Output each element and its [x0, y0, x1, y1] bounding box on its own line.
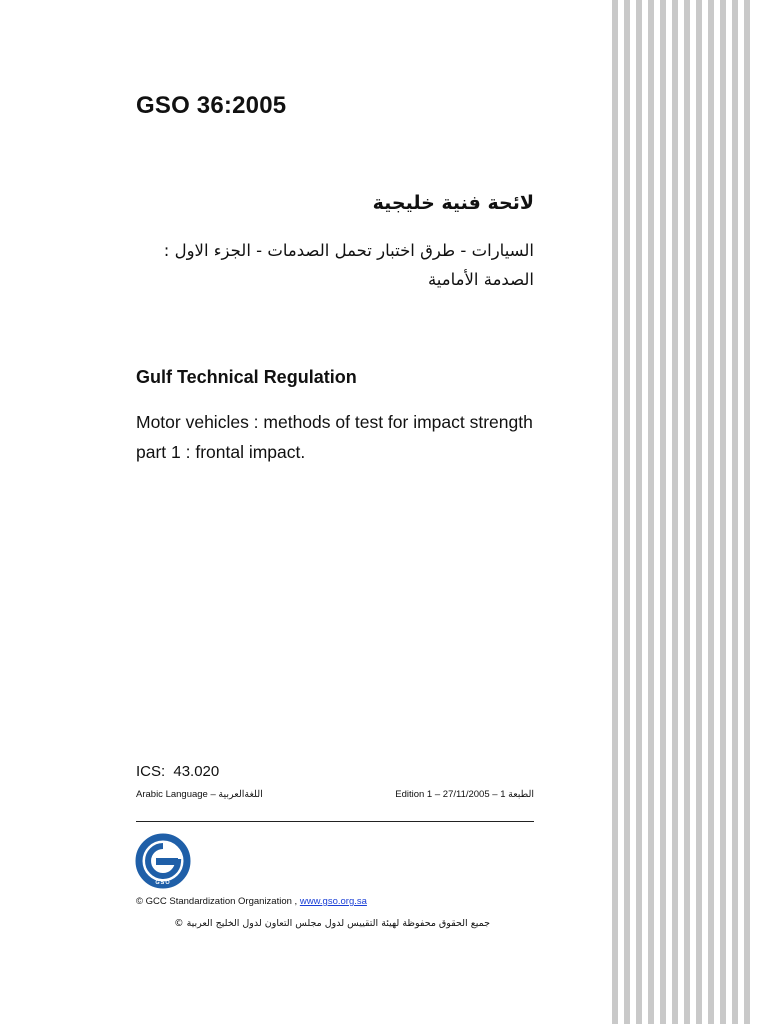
page-edge	[750, 0, 768, 1024]
language-line: Arabic Language – اللغةالعربية	[136, 789, 263, 800]
website-link[interactable]: www.gso.org.sa	[299, 896, 367, 907]
divider	[136, 821, 534, 822]
copyright-prefix: © GCC Standardization Organization ,	[136, 896, 298, 907]
english-description: Motor vehicles : methods of test for impact strength part 1 : frontal impact.	[136, 412, 533, 462]
ics-label: ICS:	[136, 763, 166, 780]
ics-line	[136, 763, 223, 780]
arabic-copyright: جميع الحقوق محفوظة لهيئة التقييس لدول مجلس التعاون لدول الخليج العربية ©	[174, 918, 490, 929]
gso-logo-icon	[134, 832, 192, 890]
decorative-stripes	[606, 0, 768, 1024]
ics-value: 43.020	[173, 763, 220, 780]
arabic-title: لائحة فنية خليجية	[372, 192, 534, 214]
document-code: GSO 36:2005	[136, 92, 287, 119]
arabic-description: السيارات - طرق اختبار تحمل الصدمات - الجزء الاول : الصدمة الأمامية	[163, 241, 534, 289]
copyright-line	[136, 896, 367, 907]
logo-text: GSO	[155, 880, 171, 886]
english-title: Gulf Technical Regulation	[136, 367, 357, 387]
edition-line: Edition 1 – 27/11/2005 – الطبعة 1	[395, 789, 534, 800]
